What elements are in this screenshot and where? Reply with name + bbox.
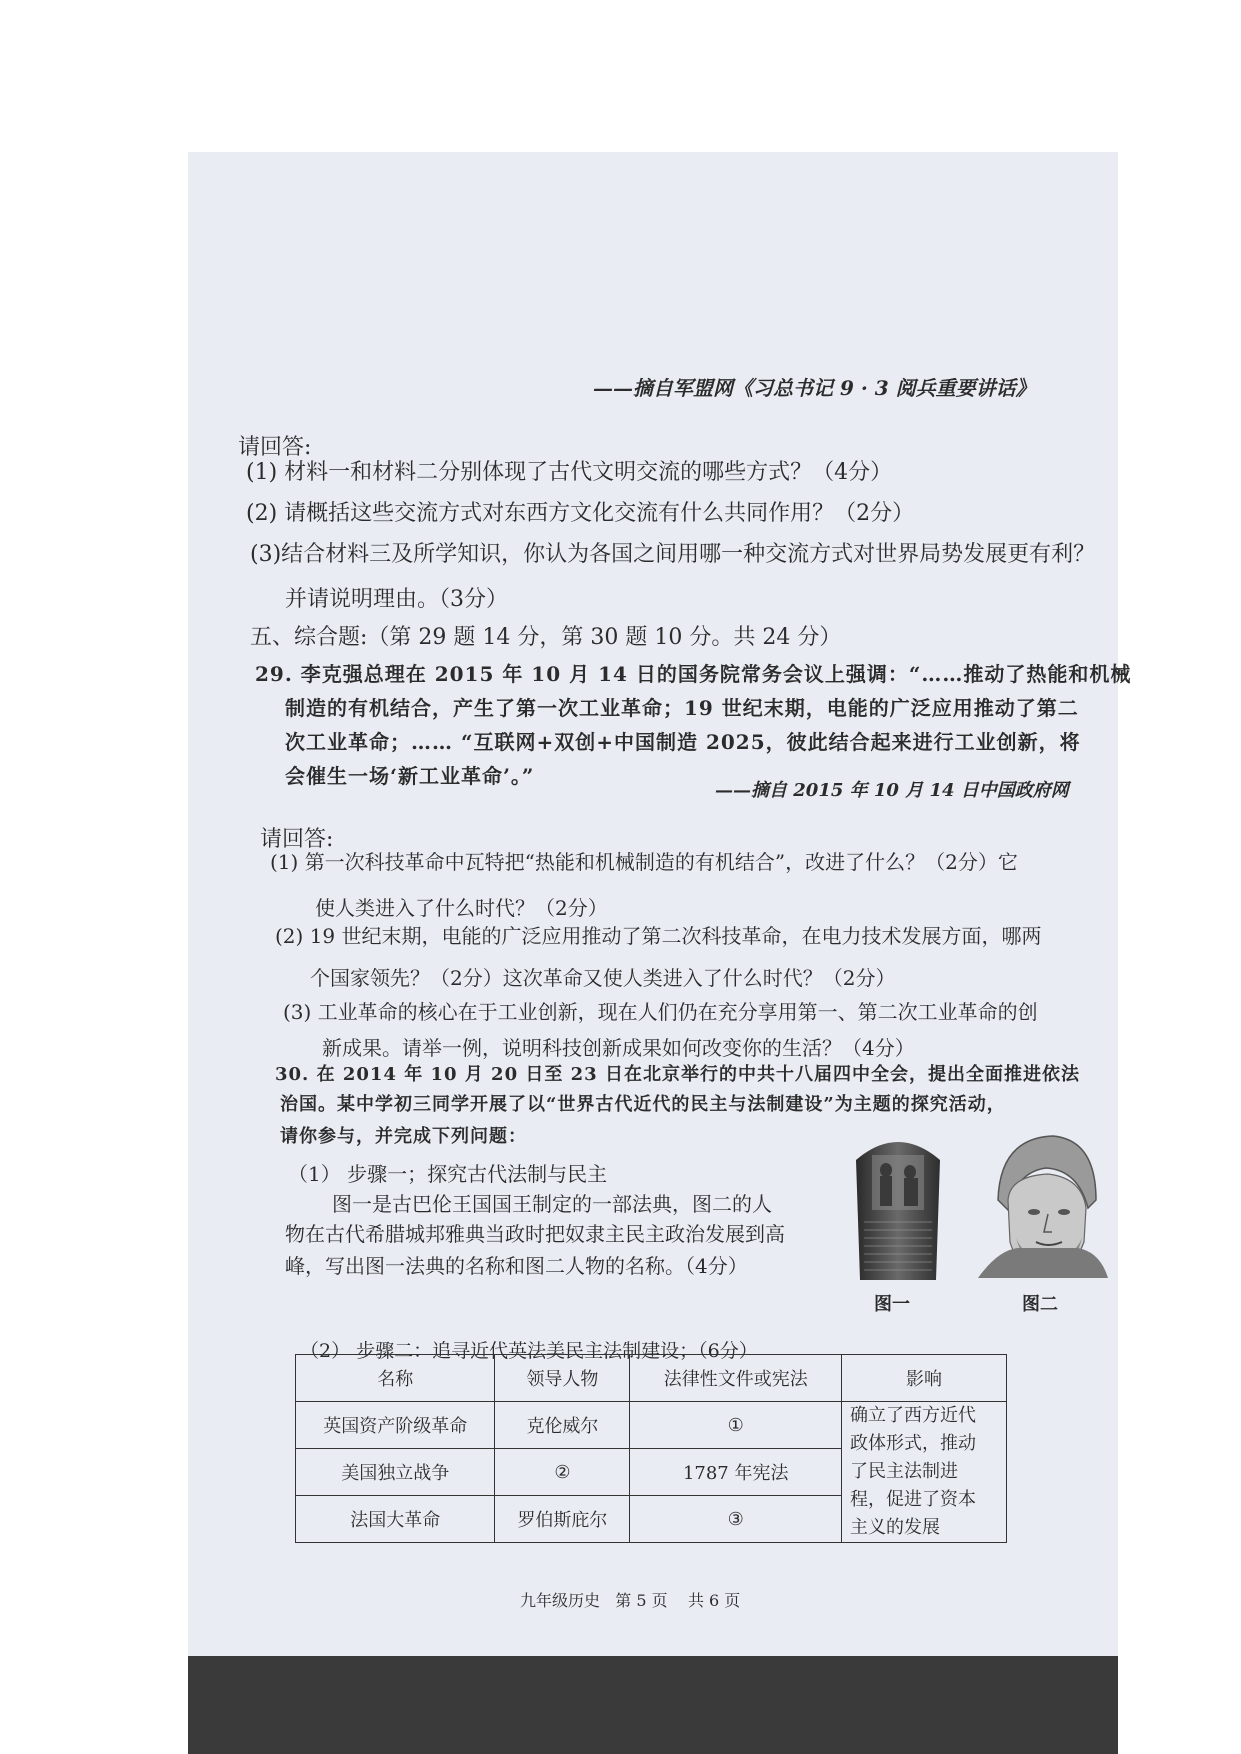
table-header: 影响: [842, 1355, 1007, 1402]
q29-2-line1: (2) 19 世纪末期，电能的广泛应用推动了第二次科技革命，在电力技术发展方面，哪两: [275, 924, 1042, 948]
question-a3-line1: (3)结合材料三及所学知识，你认为各国之间用哪一种交流方式对世界局势发展更有利？: [250, 542, 1096, 567]
table-cell: 法国大革命: [296, 1496, 495, 1543]
q29-2-line2: 个国家领先？（2分）这次革命又使人类进入了什么时代？（2分）: [310, 966, 896, 990]
table-cell: 英国资产阶级革命: [296, 1402, 495, 1449]
q30-text-line2: 治国。某中学初三同学开展了以“世界古代近代的民主与法制建设”为主题的探究活动，: [280, 1094, 1006, 1115]
step1-line2: 物在古代希腊城邦雅典当政时把奴隶主民主政治发展到高: [285, 1222, 785, 1246]
table-header-row: [296, 1355, 1007, 1402]
step2-heading: （2） 步骤二：追寻近代英法美民主法制建设；（6分）: [300, 1340, 758, 1362]
impact-line: 主义的发展: [850, 1517, 941, 1538]
law-comparison-table: [295, 1354, 1007, 1543]
question-a1: (1) 材料一和材料二分别体现了古代文明交流的哪些方式？（4分）: [246, 460, 893, 485]
table-cell: 罗伯斯庇尔: [495, 1496, 630, 1543]
source-citation-2: ——摘自 2015 年 10 月 14 日中国政府网: [715, 780, 1069, 801]
q29-text-line1: 29. 李克强总理在 2015 年 10 月 14 日的国务院常务会议上强调：“……推动了热能和机械: [255, 662, 1132, 686]
q29-text-line4: 会催生一场‘新工业革命’。”: [285, 764, 535, 788]
q29-text-line3: 次工业革命；…… “互联网+双创+中国制造 2025，彼此结合起来进行工业创新，将: [285, 730, 1081, 754]
prompt-answer-1: 请回答:: [238, 435, 312, 460]
pericles-bust-figure: [978, 1130, 1108, 1278]
table-cell: ③: [630, 1496, 842, 1543]
q29-text-line2: 制造的有机结合，产生了第一次工业革命；19 世纪末期，电能的广泛应用推动了第二: [285, 696, 1079, 720]
table-cell: ①: [630, 1402, 842, 1449]
page-footer: 九年级历史 第 5 页 共 6 页: [520, 1591, 741, 1610]
scan-shadow: [188, 1656, 1118, 1754]
q29-3-line2: 新成果。请举一例，说明科技创新成果如何改变你的生活？（4分）: [322, 1036, 915, 1060]
impact-line: 了民主法制进: [850, 1461, 959, 1482]
step1-heading: （1） 步骤一；探究古代法制与民主: [288, 1162, 608, 1186]
q30-text-line3: 请你参与，并完成下列问题：: [280, 1126, 527, 1147]
table-cell: 美国独立战争: [296, 1449, 495, 1496]
source-citation-1: ——摘自军盟网《习总书记 9 · 3 阅兵重要讲话》: [593, 376, 1036, 400]
q29-3-line1: (3) 工业革命的核心在于工业创新，现在人们仍在充分享用第一、第二次工业革命的创: [283, 1000, 1038, 1024]
step1-line3: 峰，写出图一法典的名称和图二人物的名称。（4分）: [285, 1254, 748, 1278]
table-header: 名称: [296, 1355, 495, 1402]
step1-line1: 图一是古巴伦王国国王制定的一部法典，图二的人: [332, 1192, 772, 1216]
figure1-caption: 图一: [874, 1294, 910, 1315]
q29-1-line2: 使人类进入了什么时代？（2分）: [315, 896, 608, 920]
question-a3-line2: 并请说明理由。（3分）: [285, 587, 508, 612]
impact-cell: [842, 1402, 1007, 1543]
table-header: 领导人物: [495, 1355, 630, 1402]
code-stele-figure: [842, 1130, 954, 1280]
table-header: 法律性文件或宪法: [630, 1355, 842, 1402]
q30-text-line1: 30. 在 2014 年 10 月 20 日至 23 日在北京举行的中共十八届四中全会，提出全面推进依法: [275, 1064, 1080, 1085]
table-cell: ②: [495, 1449, 630, 1496]
table-cell: 克伦威尔: [495, 1402, 630, 1449]
prompt-answer-2: 请回答:: [260, 827, 334, 852]
section-5-heading: 五、综合题:（第 29 题 14 分，第 30 题 10 分。共 24 分）: [250, 625, 842, 650]
table-row: [296, 1402, 1007, 1449]
figure2-caption: 图二: [1022, 1294, 1058, 1315]
table-cell: 1787 年宪法: [630, 1449, 842, 1496]
impact-line: 确立了西方近代: [850, 1405, 977, 1426]
q29-1-line1: (1) 第一次科技革命中瓦特把“热能和机械制造的有机结合”，改进了什么？（2分）它: [270, 850, 1018, 874]
question-a2: (2) 请概括这些交流方式对东西方文化交流有什么共同作用？（2分）: [246, 501, 915, 526]
impact-line: 政体形式，推动: [850, 1433, 977, 1454]
impact-line: 程，促进了资本: [850, 1489, 977, 1510]
